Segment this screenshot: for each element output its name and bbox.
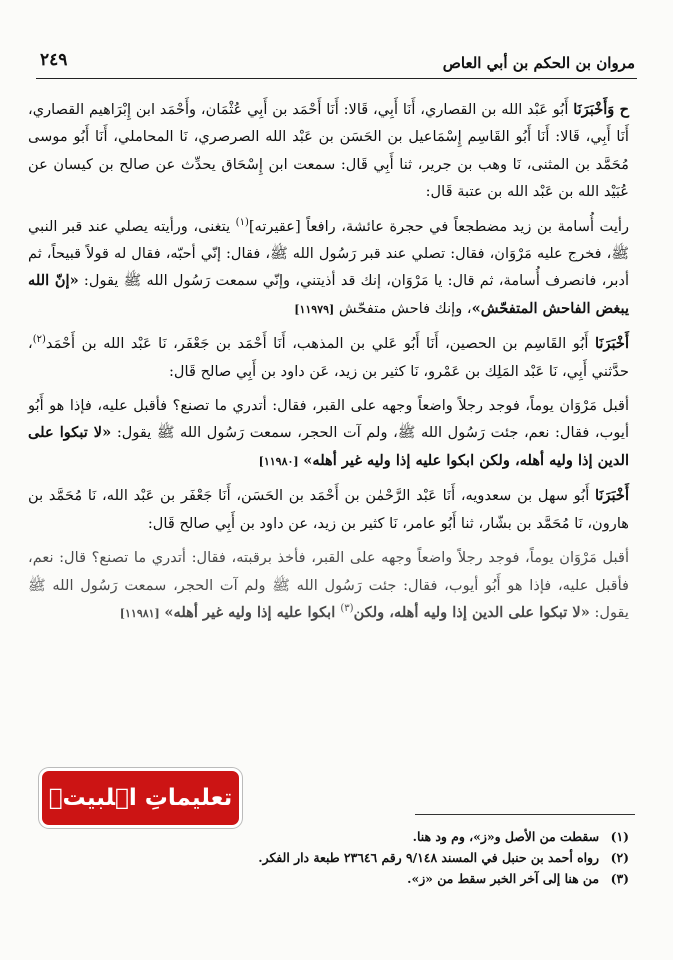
paragraph-isnad-1 [28, 96, 629, 206]
footnote-text: رواه أحمد بن حنبل في المسند ٩/١٤٨ رقم ٢٣٦٤٦ طبعة دار الفكر. [258, 850, 599, 865]
paragraph-matn-1 [28, 213, 629, 324]
isnad-lead: أَخْبَرَنَا [594, 487, 629, 505]
footnote-number: (٢) [610, 850, 629, 865]
footnote-number: (٣) [610, 871, 629, 886]
paragraph-isnad-3 [28, 482, 629, 537]
isnad-lead: أَخْبَرَنَا [594, 335, 629, 353]
hadith-quote: «لا تبكوا على الدين إذا وليه أهله، ولكن ابكوا عليه إذا وليه غير أهله» [28, 424, 629, 469]
footnote-text: سقطت من الأصل و«ز»، وم ود هنا. [412, 829, 599, 844]
running-title: مروان بن الحكم بن أبي العاص [442, 54, 635, 72]
paragraph-text: رأيت أُسامة بن زيد مضطجعاً في حجرة عائشة، رافعاً [عقيرته] [248, 217, 629, 235]
footnote-marker: (١) [235, 216, 249, 228]
paragraph-text: ، وإنك فاحش متفحّش [338, 299, 472, 317]
watermark-badge: تعليماتِ اہلبیتؑ [39, 768, 242, 828]
paragraph-text: ، حدَّثني أَبِي، نَا عَبْد المَلِك بن عَمْرو، نَا كثير بن زيد، عَن داود بن أَبِي صالح قَال: [28, 335, 629, 380]
paragraph-matn-2 [28, 392, 629, 475]
hadith-quote-continued: ابكوا عليه إذا وليه غير أهله» [164, 603, 341, 621]
footnote-item [28, 868, 629, 889]
hadith-quote: «لا تبكوا على الدين إذا وليه أهله، ولكن [353, 603, 590, 621]
footnote-marker: (٣) [340, 603, 354, 615]
paragraph-text: يتغنى، ورأيته يصلي عند قبر النبي ﷺ، فخرج عليه مَرْوَان، فقال: تصلي عند قبر رَسُول الله ﷺ، فقال: إنّي أحبّه، فقال له قولاً قبيحاً، ثم أدبر، فانصرف أُسامة، ثم قال: يا مَرْوَان، إنك قد أذيتني، وإنّي سمعت رَسُول الله ﷺ يقول: [28, 217, 629, 290]
page-number: ٢٤٩ [40, 50, 68, 70]
page-header [36, 42, 637, 79]
footnote-number: (١) [610, 829, 629, 844]
paragraph-text: أقبل مَرْوَان يوماً، فوجد رجلاً واضعاً وجهه على القبر، فأخذ برقبته، فقال: أتدري ما تصنع؟ قال: نعم، فأقبل عليه، فإذا هو أَبُو أيوب، فقال: جئت رَسُول الله ﷺ ولم آت الحجر، سمعت رَسُول الله ﷺ يقول: [28, 549, 629, 621]
hadith-number: [١١٩٨١] [119, 606, 160, 620]
hadith-number: [١١٩٧٩] [294, 302, 335, 316]
footnote-item [28, 826, 629, 847]
footnote-divider [415, 814, 635, 815]
paragraph-text: أقبل مَرْوَان يوماً، فوجد رجلاً واضعاً وجهه على القبر، فقال: أتدري ما تصنع؟ فأقبل عليه، فإذا هو أَبُو أيوب، فقال: نعم، جئت رَسُول الله ﷺ، ولم آت الحجر، سمعت رَسُول الله ﷺ يقول: [28, 397, 629, 442]
hadith-quote: «إنّ الله يبغض الفاحش المتفحّش» [28, 272, 629, 317]
footnotes [28, 826, 629, 889]
paragraph-isnad-2 [28, 330, 629, 385]
hadith-number: [١١٩٨٠] [258, 454, 299, 468]
paragraph-text: أَبُو عَبْد الله بن القصاري، أَنَا أَبِي، قَالا: أَنَا أَحْمَد بن أَبِي عُثْمَان، وأَحْمَد ابن إِبْرَاهيم القصاري، أَنَا أَبِي، قَالا: أَنَا أَبُو القَاسِم إِسْمَاعيل بن الحَسَن بن عَبْد الله الصرصري، نَا المحاملي، أَنَا أَبُو موسى مُحَمَّد بن المثنى، نَا وهب بن جرير، ثنا أَبِي قَال: سمعت ابن إِسْحَاق يحدِّث عن صالح بن كيسان عن عُبَيْد الله بن عَبْد الله بن عتبة قَال: [28, 101, 629, 201]
paragraph-text: أَبُو القَاسِم بن الحصين، أَنَا أَبُو عَلي بن المذهب، أَنَا أَحْمَد بن جَعْفَر، نَا عَبْد الله بن أَحْمَد [45, 335, 595, 353]
main-text [28, 96, 629, 627]
footnote-text: من هنا إلى آخر الخبر سقط من «ز». [407, 871, 599, 886]
footnote-item [28, 847, 629, 868]
paragraph-matn-3 [28, 544, 629, 627]
isnad-lead: ح وَأَخْبَرَنَا [573, 101, 629, 118]
footnote-marker: (٢) [32, 334, 46, 346]
paragraph-text: أَبُو سهل بن سعدويه، أَنَا عَبْد الرَّحْمٰن بن أَحْمَد بن الحَسَن، أَنَا جَعْفَر بن عَبْد الله، نَا مُحَمَّد بن هارون، نَا مُحَمَّد بن بشّار، ثنا أَبُو عامر، نَا كثير بن زيد، عن داود بن أَبِي صالح قَال: [28, 487, 629, 532]
